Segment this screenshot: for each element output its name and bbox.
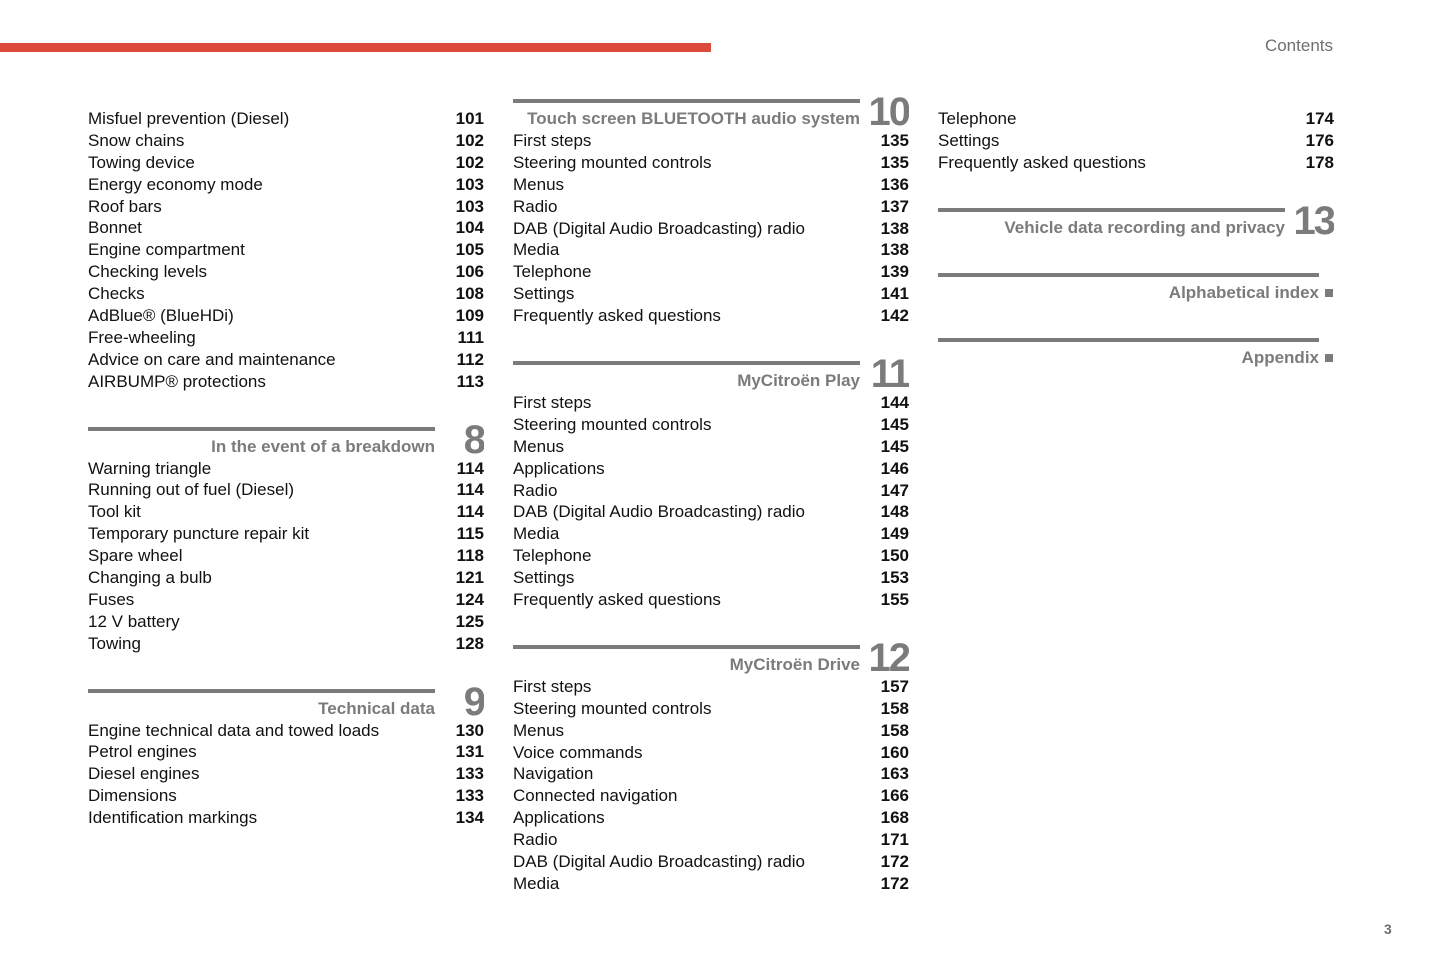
toc-entry[interactable] <box>88 458 484 480</box>
toc-entry[interactable] <box>88 174 484 196</box>
entry-label: Steering mounted controls <box>513 152 712 172</box>
entry-label: Identification markings <box>88 808 258 828</box>
entry-label: Advice on care and maintenance <box>88 349 336 369</box>
entry-page-number: 125 <box>455 611 484 631</box>
entry-label: Frequently asked questions <box>513 590 721 610</box>
toc-entry[interactable] <box>513 239 909 261</box>
entry-page-number: 124 <box>455 589 484 609</box>
toc-entry[interactable] <box>88 501 484 523</box>
entry-label: Frequently asked questions <box>938 152 1146 172</box>
section-header[interactable] <box>938 205 1334 239</box>
toc-entry[interactable] <box>88 785 484 807</box>
toc-entry[interactable] <box>88 567 484 589</box>
toc-entry[interactable] <box>513 196 909 218</box>
entry-label: First steps <box>513 393 592 413</box>
section-header[interactable] <box>513 642 909 676</box>
toc-entry[interactable] <box>513 283 909 305</box>
entry-label: Menus <box>513 174 565 194</box>
entry-page-number: 130 <box>455 720 484 740</box>
section-divider <box>513 99 860 103</box>
entry-label: Settings <box>938 130 1000 150</box>
toc-entry[interactable] <box>513 414 909 436</box>
entry-page-number: 133 <box>455 786 484 806</box>
entry-page-number: 114 <box>456 458 484 478</box>
toc-entry[interactable] <box>513 829 909 851</box>
section-title[interactable]: Appendix <box>1241 347 1319 367</box>
toc-entry[interactable] <box>513 589 909 611</box>
entry-label: Temporary puncture repair kit <box>88 524 310 544</box>
section-divider <box>513 361 860 365</box>
entry-page-number: 145 <box>880 414 909 434</box>
toc-entry[interactable] <box>513 305 909 327</box>
entry-label: Connected navigation <box>513 786 678 806</box>
section-header[interactable] <box>88 424 484 458</box>
entry-label: Checking levels <box>88 262 208 282</box>
toc-entry[interactable] <box>513 785 909 807</box>
section-divider <box>513 645 860 649</box>
entry-label: Voice commands <box>513 742 643 762</box>
entry-page-number: 176 <box>1305 130 1334 150</box>
toc-entry[interactable] <box>513 742 909 764</box>
section-divider <box>88 689 435 693</box>
entry-page-number: 146 <box>880 458 909 478</box>
section-title[interactable]: Vehicle data recording and privacy <box>1004 217 1285 237</box>
toc-entry[interactable] <box>88 720 484 742</box>
toc-entry[interactable] <box>88 633 484 655</box>
entry-label: Tool kit <box>88 502 141 522</box>
entry-page-number: 109 <box>455 306 484 326</box>
entry-label: Telephone <box>513 546 592 566</box>
entry-page-number: 155 <box>880 590 909 610</box>
entry-label: Diesel engines <box>88 764 200 784</box>
square-marker-icon <box>1325 289 1333 297</box>
entry-page-number: 145 <box>880 436 909 456</box>
toc-entry[interactable] <box>88 152 484 174</box>
entry-label: DAB (Digital Audio Broadcasting) radio <box>513 852 805 872</box>
section-header-main <box>513 645 860 676</box>
toc-entry[interactable] <box>513 218 909 240</box>
toc-entry[interactable] <box>513 873 909 895</box>
toc-entry[interactable] <box>513 458 909 480</box>
entry-label: Radio <box>513 196 558 216</box>
section-title[interactable]: MyCitroën Play <box>737 371 860 391</box>
entry-page-number: 157 <box>880 676 909 696</box>
entry-label: Frequently asked questions <box>513 306 721 326</box>
entry-label: First steps <box>513 676 592 696</box>
entry-label: Petrol engines <box>88 742 197 762</box>
entry-page-number: 144 <box>880 393 909 413</box>
section-number: 10 <box>868 97 909 128</box>
entry-page-number: 113 <box>456 371 484 391</box>
section-number: 13 <box>1293 205 1334 237</box>
entry-page-number: 141 <box>880 284 909 304</box>
section-header[interactable] <box>513 361 909 392</box>
section-header-main <box>938 338 1319 369</box>
entry-page-number: 106 <box>455 262 484 282</box>
entry-label: AIRBUMP® protections <box>88 371 266 391</box>
section-header[interactable] <box>938 273 1334 304</box>
entry-page-number: 160 <box>880 742 909 762</box>
entry-label: Telephone <box>513 262 592 282</box>
section-number: 8 <box>463 424 484 456</box>
toc-entry[interactable] <box>513 807 909 829</box>
section-title[interactable]: In the event of a breakdown <box>211 436 435 456</box>
section-title[interactable]: Alphabetical index <box>1168 282 1319 302</box>
entry-label: Misfuel prevention (Diesel) <box>88 109 290 128</box>
entry-label: Checks <box>88 284 145 304</box>
entry-label: Steering mounted controls <box>513 698 712 718</box>
entry-page-number: 172 <box>880 852 909 872</box>
entry-label: Media <box>513 524 560 544</box>
entry-page-number: 104 <box>455 218 484 238</box>
entry-page-number: 121 <box>455 568 484 588</box>
toc-entry[interactable] <box>513 567 909 589</box>
entry-label: Energy economy mode <box>88 174 263 194</box>
entry-label: Free-wheeling <box>88 327 196 347</box>
toc-entry[interactable] <box>88 261 484 283</box>
section-header-main <box>513 361 860 392</box>
entry-page-number: 147 <box>880 480 909 500</box>
entry-label: Fuses <box>88 589 135 609</box>
toc-entry[interactable] <box>88 611 484 633</box>
entry-page-number: 138 <box>880 240 909 260</box>
entry-page-number: 114 <box>456 502 484 522</box>
entry-label: Bonnet <box>88 218 142 238</box>
section-number: 11 <box>870 359 909 391</box>
toc-entry[interactable] <box>938 108 1334 130</box>
entry-label: Warning triangle <box>88 458 212 478</box>
page-number: 3 <box>1384 921 1392 937</box>
entry-page-number: 174 <box>1305 109 1334 128</box>
entry-page-number: 137 <box>880 196 909 216</box>
entry-page-number: 153 <box>880 568 909 588</box>
page-header-title: Contents <box>1264 36 1333 55</box>
marker-slot <box>1319 338 1334 369</box>
toc-entry[interactable] <box>513 130 909 152</box>
section-divider <box>938 338 1319 342</box>
section-header-main <box>513 99 860 130</box>
entry-label: Media <box>513 873 560 893</box>
entry-label: Applications <box>513 808 605 828</box>
toc-entry[interactable] <box>88 545 484 567</box>
entry-label: Changing a bulb <box>88 568 212 588</box>
toc-entry[interactable] <box>88 305 484 327</box>
entry-page-number: 102 <box>455 130 484 150</box>
section-title[interactable]: MyCitroën Drive <box>729 654 860 674</box>
toc-entry[interactable] <box>88 523 484 545</box>
entry-page-number: 171 <box>880 830 909 850</box>
entry-page-number: 108 <box>455 284 484 304</box>
entry-page-number: 150 <box>880 546 909 566</box>
entry-page-number: 134 <box>455 808 484 828</box>
toc-entry[interactable] <box>513 545 909 567</box>
section-number: 9 <box>463 686 484 718</box>
toc-entry[interactable] <box>513 480 909 502</box>
entry-label: Telephone <box>938 109 1017 128</box>
entry-label: Steering mounted controls <box>513 414 712 434</box>
toc-entry[interactable] <box>513 174 909 196</box>
toc-entry[interactable] <box>88 108 484 130</box>
toc-entry[interactable] <box>88 217 484 239</box>
entry-label: AdBlue® (BlueHDi) <box>88 306 234 326</box>
toc-entry[interactable] <box>88 763 484 785</box>
toc-entry[interactable] <box>513 436 909 458</box>
toc-column-1 <box>88 0 484 829</box>
toc-entry[interactable] <box>513 523 909 545</box>
entry-page-number: 114 <box>456 480 484 500</box>
section-title[interactable]: Touch screen BLUETOOTH audio system <box>527 109 860 128</box>
entry-label: Radio <box>513 480 558 500</box>
toc-entry[interactable] <box>88 741 484 763</box>
toc-entry[interactable] <box>88 327 484 349</box>
toc-entry[interactable] <box>513 851 909 873</box>
toc-entry[interactable] <box>938 130 1334 152</box>
entry-label: Radio <box>513 830 558 850</box>
section-header-main <box>938 208 1285 239</box>
entry-label: Towing device <box>88 152 195 172</box>
section-header[interactable] <box>938 338 1334 369</box>
entry-page-number: 178 <box>1305 152 1334 172</box>
section-header-main <box>938 273 1319 304</box>
entry-label: DAB (Digital Audio Broadcasting) radio <box>513 502 805 522</box>
entry-page-number: 149 <box>880 524 909 544</box>
entry-label: Engine compartment <box>88 240 245 260</box>
entry-label: Snow chains <box>88 130 185 150</box>
entry-page-number: 172 <box>880 873 909 893</box>
toc-entry[interactable] <box>88 239 484 261</box>
entry-label: Menus <box>513 436 565 456</box>
toc-entry[interactable] <box>88 130 484 152</box>
toc-entry[interactable] <box>88 283 484 305</box>
section-header[interactable] <box>513 99 909 130</box>
section-header[interactable] <box>88 686 484 720</box>
entry-label: Running out of fuel (Diesel) <box>88 480 295 500</box>
entry-page-number: 139 <box>880 262 909 282</box>
entry-page-number: 115 <box>456 524 484 544</box>
section-header-main <box>88 427 435 458</box>
entry-page-number: 105 <box>455 240 484 260</box>
section-header-main <box>88 689 435 720</box>
entry-page-number: 166 <box>880 786 909 806</box>
section-title[interactable]: Technical data <box>318 698 435 718</box>
entry-page-number: 103 <box>455 196 484 216</box>
entry-label: First steps <box>513 131 592 150</box>
entry-label: Menus <box>513 720 565 740</box>
section-divider <box>88 427 435 431</box>
entry-label: Engine technical data and towed loads <box>88 720 380 740</box>
toc-entry[interactable] <box>88 479 484 501</box>
entry-page-number: 158 <box>880 720 909 740</box>
entry-page-number: 111 <box>457 327 484 347</box>
section-divider <box>938 273 1319 277</box>
section-divider <box>938 208 1285 212</box>
section-number: 12 <box>868 642 909 674</box>
entry-page-number: 168 <box>880 808 909 828</box>
toc-entry[interactable] <box>513 392 909 414</box>
entry-page-number: 148 <box>880 502 909 522</box>
entry-page-number: 163 <box>880 764 909 784</box>
entry-label: Dimensions <box>88 786 177 806</box>
entry-label: DAB (Digital Audio Broadcasting) radio <box>513 218 805 238</box>
toc-column-2 <box>513 0 909 895</box>
toc-column-3 <box>938 0 1334 369</box>
entry-label: Navigation <box>513 764 594 784</box>
entry-label: Media <box>513 240 560 260</box>
entry-page-number: 158 <box>880 698 909 718</box>
toc-entry[interactable] <box>88 807 484 829</box>
entry-label: Spare wheel <box>88 546 183 566</box>
toc-entry[interactable] <box>513 763 909 785</box>
entry-page-number: 133 <box>455 764 484 784</box>
entry-label: Settings <box>513 568 575 588</box>
entry-page-number: 136 <box>880 174 909 194</box>
entry-page-number: 101 <box>455 109 484 128</box>
entry-label: Roof bars <box>88 196 162 216</box>
entry-label: Towing <box>88 633 141 653</box>
toc-entry[interactable] <box>513 698 909 720</box>
toc-entry[interactable] <box>88 349 484 371</box>
entry-page-number: 102 <box>455 152 484 172</box>
toc-entry[interactable] <box>513 501 909 523</box>
toc-entry[interactable] <box>513 676 909 698</box>
entry-page-number: 118 <box>456 546 484 566</box>
entry-label: Settings <box>513 284 575 304</box>
entry-page-number: 103 <box>455 174 484 194</box>
entry-page-number: 142 <box>880 306 909 326</box>
toc-entry[interactable] <box>938 152 1334 174</box>
marker-slot <box>1319 273 1334 304</box>
entry-page-number: 131 <box>455 742 484 762</box>
toc-entry[interactable] <box>88 371 484 393</box>
entry-label: Applications <box>513 458 605 478</box>
toc-entry[interactable] <box>88 196 484 218</box>
entry-page-number: 112 <box>456 349 484 369</box>
entry-label: 12 V battery <box>88 611 180 631</box>
toc-entry[interactable] <box>513 720 909 742</box>
entry-page-number: 138 <box>880 218 909 238</box>
entry-page-number: 135 <box>880 131 909 150</box>
toc-entry[interactable] <box>513 152 909 174</box>
toc-entry[interactable] <box>513 261 909 283</box>
entry-page-number: 128 <box>455 633 484 653</box>
toc-entry[interactable] <box>88 589 484 611</box>
entry-page-number: 135 <box>880 152 909 172</box>
square-marker-icon <box>1325 354 1333 362</box>
